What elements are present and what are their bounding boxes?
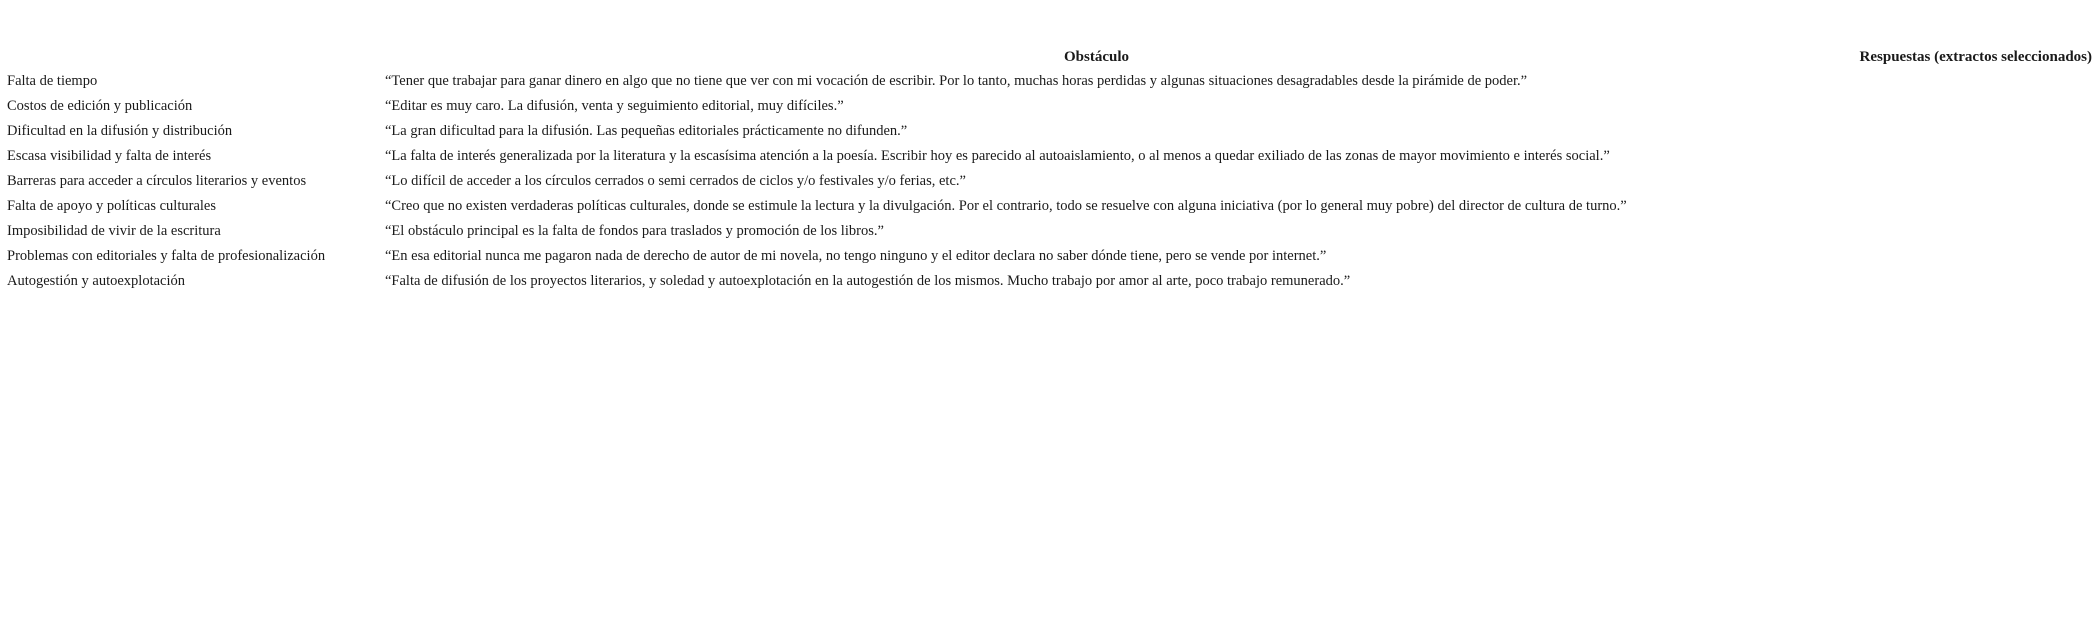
header-responses: Respuestas (extractos seleccionados)	[1859, 49, 2092, 65]
table-row	[0, 194, 2098, 219]
obstacle-cell: Problemas con editoriales y falta de profesionalización	[7, 248, 326, 264]
obstacle-cell: Imposibilidad de vivir de la escritura	[7, 223, 221, 239]
response-cell: “Lo difícil de acceder a los círculos cerrados o semi cerrados de ciclos y/o festivales y/o ferias, etc.”	[385, 173, 966, 189]
response-cell: “Tener que trabajar para ganar dinero en algo que no tiene que ver con mi vocación de escribir. Por lo tanto, muchas horas perdidas y algunas situaciones desagradables desde la pirámide de poder.”	[385, 73, 1528, 89]
table-row	[0, 269, 2098, 294]
obstacle-cell: Dificultad en la difusión y distribución	[7, 123, 233, 139]
response-cell: “Creo que no existen verdaderas políticas culturales, donde se estimule la lectura y la divulgación. Por el contrario, todo se resuelve con alguna iniciativa (por lo general muy pobre) del director de cultura de turno.”	[385, 198, 1627, 214]
table-row	[0, 144, 2098, 169]
table-row	[0, 219, 2098, 244]
obstacle-cell: Costos de edición y publicación	[7, 98, 193, 114]
response-cell: “La falta de interés generalizada por la literatura y la escasísima atención a la poesía. Escribir hoy es parecido al autoaislamiento, o al menos a quedar exiliado de las zonas de mayor movimiento e interés social.”	[385, 148, 1610, 164]
obstacle-cell: Barreras para acceder a círculos literarios y eventos	[7, 173, 307, 189]
table-body	[0, 69, 2098, 294]
table-row	[0, 69, 2098, 94]
response-cell: “Editar es muy caro. La difusión, venta y seguimiento editorial, muy difíciles.”	[385, 98, 844, 114]
obstacle-cell: Escasa visibilidad y falta de interés	[7, 148, 212, 164]
response-cell: “En esa editorial nunca me pagaron nada de derecho de autor de mi novela, no tengo ninguno y el editor declara no saber dónde tiene, pero se vende por internet.”	[385, 248, 1327, 264]
obstacle-cell: Falta de apoyo y políticas culturales	[7, 198, 216, 214]
table-row	[0, 244, 2098, 269]
obstacle-cell: Autogestión y autoexplotación	[7, 273, 185, 289]
header-obstacle: Obstáculo	[1064, 49, 1130, 65]
table-row	[0, 119, 2098, 144]
table-row	[0, 94, 2098, 119]
table-row	[0, 169, 2098, 194]
obstacle-cell: Falta de tiempo	[7, 73, 98, 89]
response-cell: “La gran dificultad para la difusión. Las pequeñas editoriales prácticamente no difunden.”	[385, 123, 908, 139]
response-cell: “Falta de difusión de los proyectos literarios, y soledad y autoexplotación en la autogestión de los mismos. Mucho trabajo por amor al arte, poco trabajo remunerado.”	[385, 273, 1351, 289]
response-cell: “El obstáculo principal es la falta de fondos para traslados y promoción de los libros.”	[385, 223, 884, 239]
